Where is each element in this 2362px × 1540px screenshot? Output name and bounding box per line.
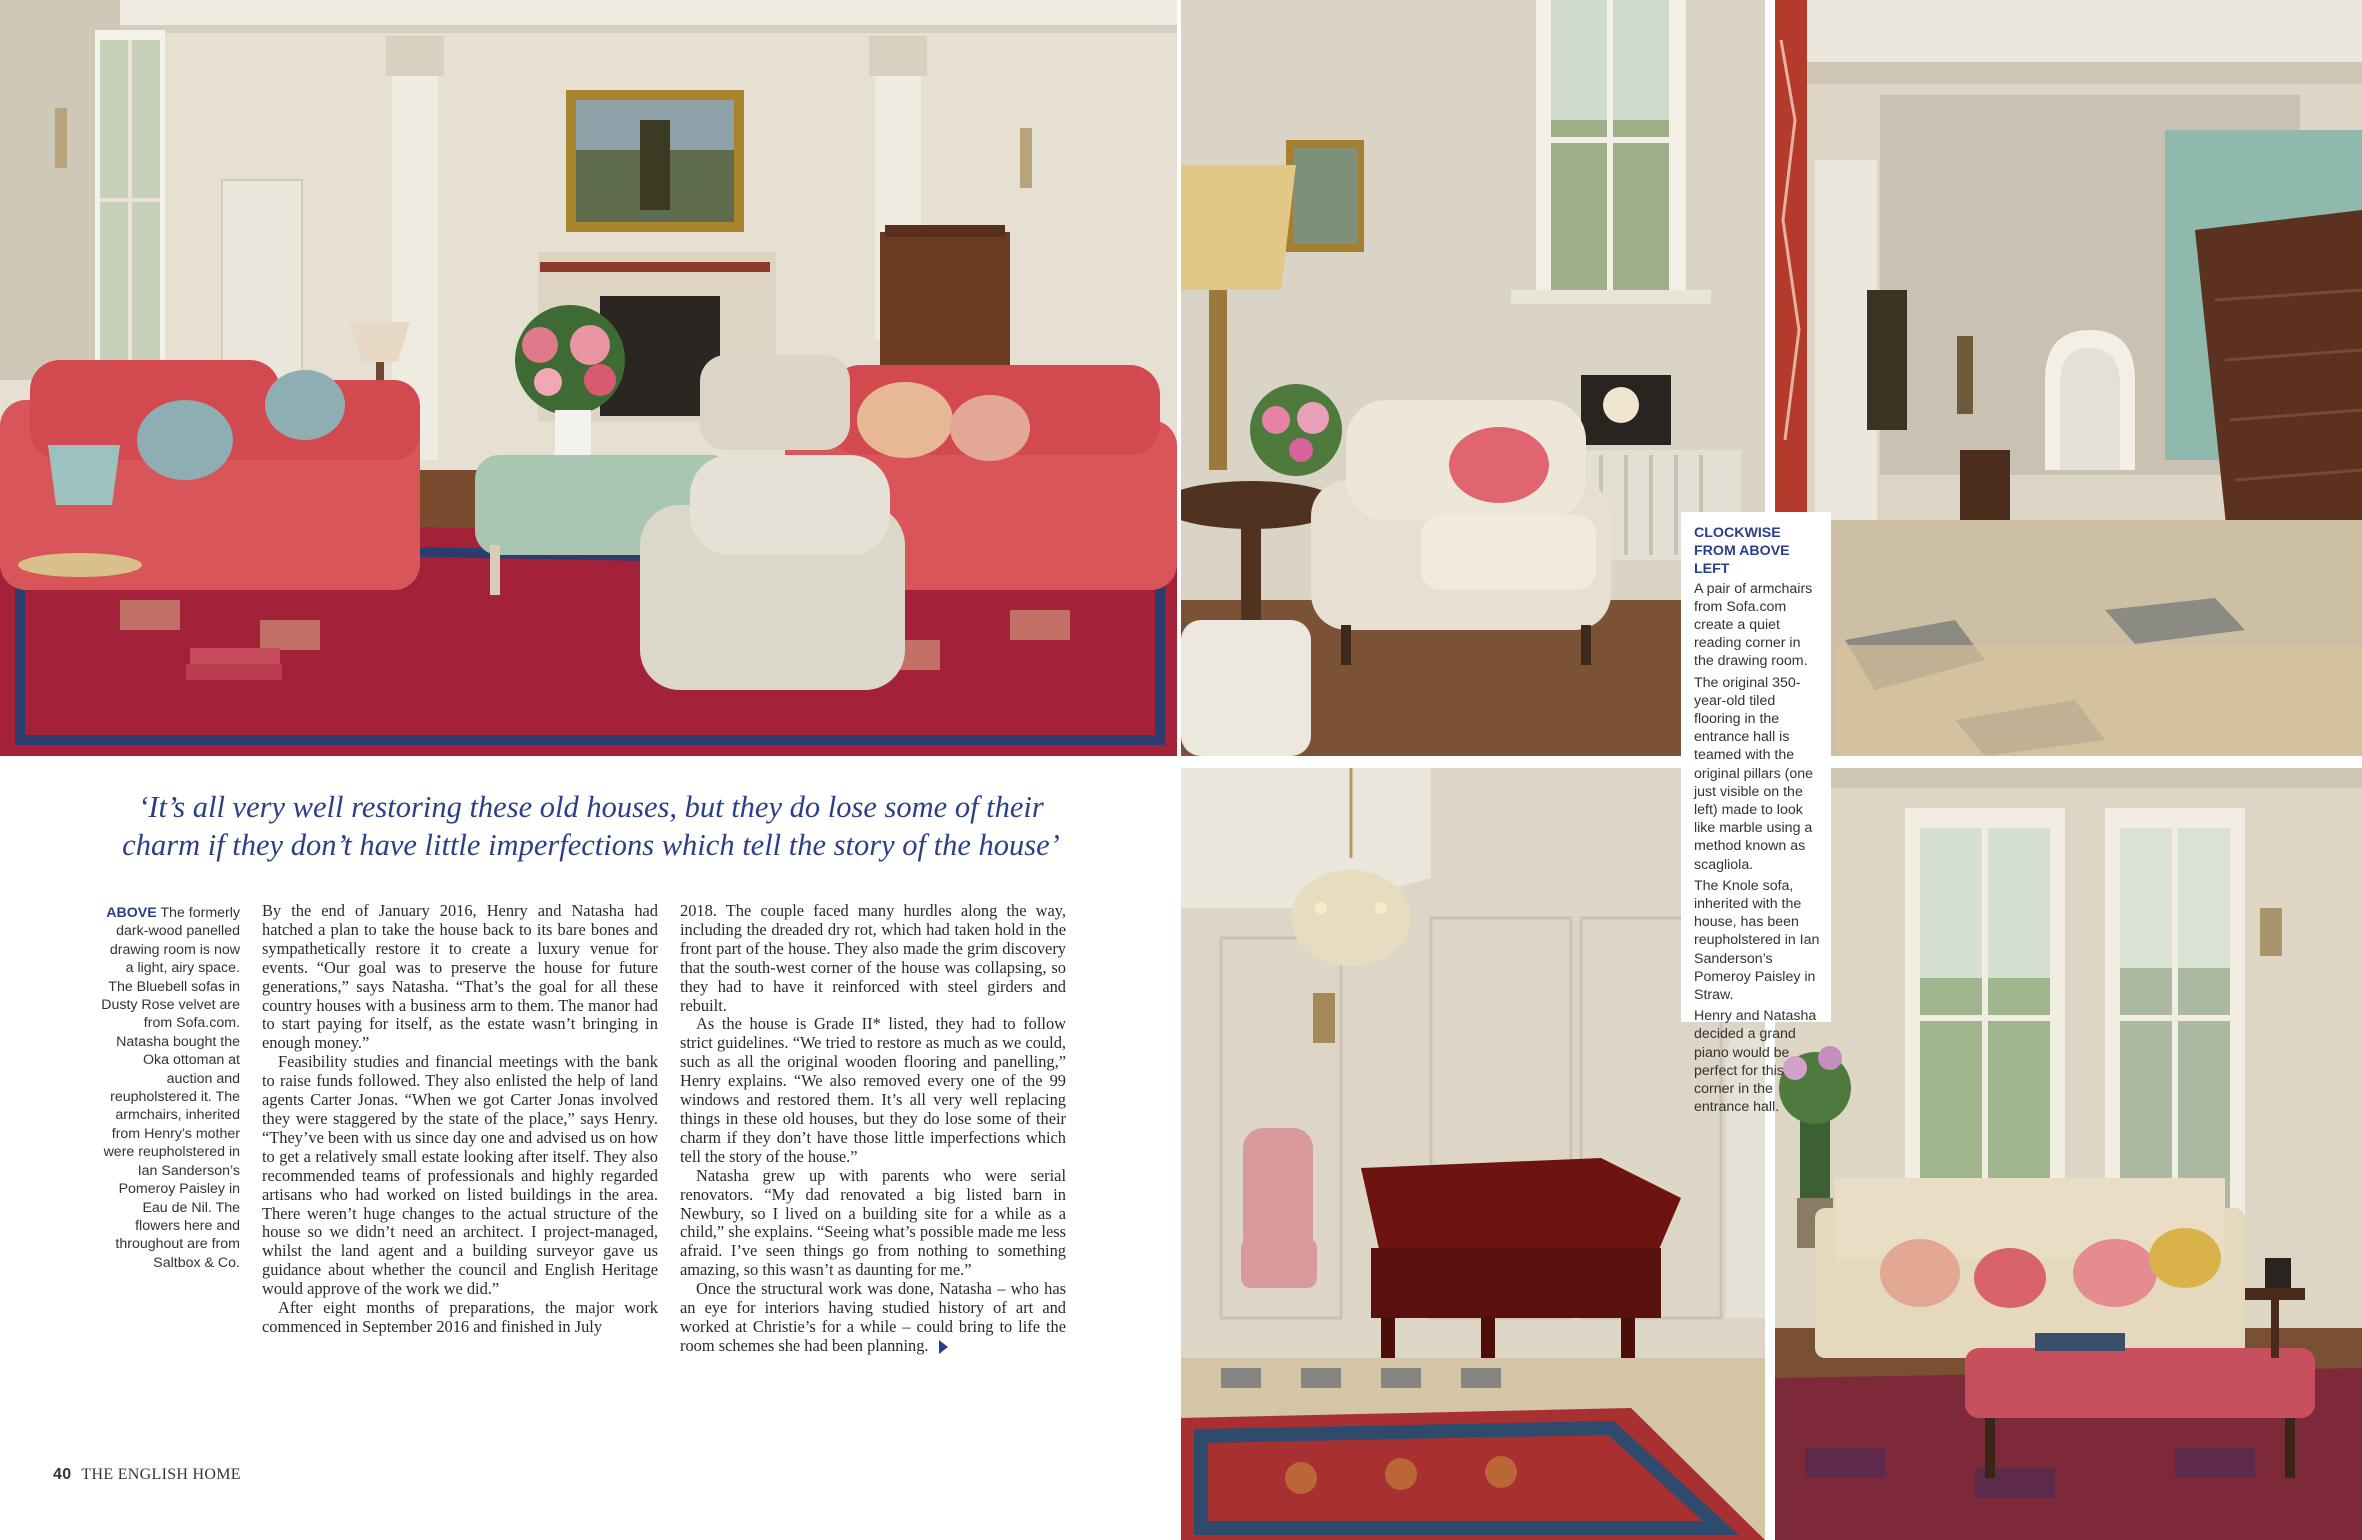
article-column-1 (262, 902, 658, 1337)
article-paragraph: 2018. The couple faced many hurdles along the way, including the dreaded dry rot, which had taken hold in the front part of the house. They also made the grim discovery that the south-west corner of the house was collapsing, so they had to have it reinforced with steel girders and rebuilt. (680, 901, 1066, 1015)
page-folio (53, 1466, 241, 1484)
photo-drawing-room (0, 0, 1177, 756)
caption-box-heading: CLOCKWISE FROM ABOVE LEFT (1694, 525, 1790, 578)
article-paragraph: As the house is Grade II* listed, they had to follow strict guidelines. “We tried to restore as much as we could, such as all the original wooden flooring and panelling,” Henry explains. “We also removed every one of the 99 windows and restored them. It’s all very well replacing things in these old houses, but they do lose some of their charm if they don’t have those little imperfections which tell the story of the house.” (680, 1014, 1066, 1166)
article-paragraph: By the end of January 2016, Henry and Natasha had hatched a plan to take the house back to its bare bones and sympathetically restore it to create a luxury venue for events. “Our goal was to preserve the house for future generations,” says Natasha. “That’s the goal for all these country houses with a business arm to them. The manor had to start paying for itself, as the estate wasn’t bringing in enough money.” (262, 901, 658, 1053)
caption-box-item: A pair of armchairs from Sofa.com create a quiet reading corner in the drawing room. (1694, 580, 1813, 670)
photo-knole-sofa (1775, 768, 2362, 1540)
photo-armchair-corner (1181, 0, 1765, 756)
photo-caption-above (100, 904, 240, 1272)
magazine-name: THE ENGLISH HOME (81, 1466, 241, 1483)
article-paragraph: After eight months of preparations, the major work commenced in September 2016 and finished in July (262, 1298, 658, 1336)
caption-label: ABOVE (106, 905, 157, 921)
caption-text: The formerly dark-wood panelled drawing room is now a light, airy space. The Bluebell sofas in Dusty Rose velvet are from Sofa.com. Natasha bought the Oka ottoman at auction and reupholstered it. The armchairs, inherited from Henry’s mother were reupholstered in Ian Sanderson’s Pomeroy Paisley in Eau de Nil. The flowers here and throughout are from Saltbox & Co. (101, 905, 240, 1271)
caption-box-clockwise (1681, 512, 1831, 1116)
continue-arrow-icon (939, 1340, 948, 1354)
caption-box-item: The Knole sofa, inherited with the house, has been reupholstered in Ian Sanderson’s Pomeroy Paisley in Straw. (1694, 877, 1820, 1004)
article-column-2 (680, 902, 1066, 1356)
caption-box-item: The original 350-year-old tiled flooring in the entrance hall is teamed with the original pillars (one just visible on the left) made to look like marble using a method known as scagliola. (1694, 674, 1814, 873)
article-paragraph: Natasha grew up with parents who were serial renovators. “My dad renovated a big listed barn in Newbury, so I lived on a building site for a while as a child,” she explains. “Seeing what’s possible made me less afraid. I’ve seen things go from nothing to something amazing, so this wasn’t as daunting for me.” (680, 1165, 1067, 1280)
article-paragraph: Feasibility studies and financial meetings with the bank to raise funds followed. They also enlisted the help of land agents Carter Jonas. “When we got Carter Jonas involved they were staggered by the state of the place,” says Henry. “They’ve been with us since day one and advised us on how to get a relatively small estate looking after itself. They also recommended teams of professionals and highly regarded artisans who had worked on listed buildings in the area. There weren’t huge changes to the actual structure of the house so we didn’t need an architect. I project-managed, whilst the land agent and a building surveyor gave us guidance about whether the council and English Heritage would approve of the work we did.” (262, 1052, 658, 1299)
caption-box-item: Henry and Natasha decided a grand piano would be perfect for this corner in the entrance hall. (1694, 1008, 1817, 1116)
article-paragraph-last (680, 1280, 1066, 1356)
photo-entrance-hall (1775, 0, 2362, 756)
page-number: 40 (53, 1466, 72, 1483)
article-paragraph-text: Once the structural work was done, Natasha – who has an eye for interiors having studied history of art and worked at Christie’s for a while – could bring to life the room schemes she had been planning. (680, 1279, 1066, 1355)
photo-grand-piano (1181, 768, 1765, 1540)
pull-quote: ‘It’s all very well restoring these old houses, but they do lose some of their charm if they don’t have little imperfections which tell the story of the house’ (122, 790, 1060, 862)
